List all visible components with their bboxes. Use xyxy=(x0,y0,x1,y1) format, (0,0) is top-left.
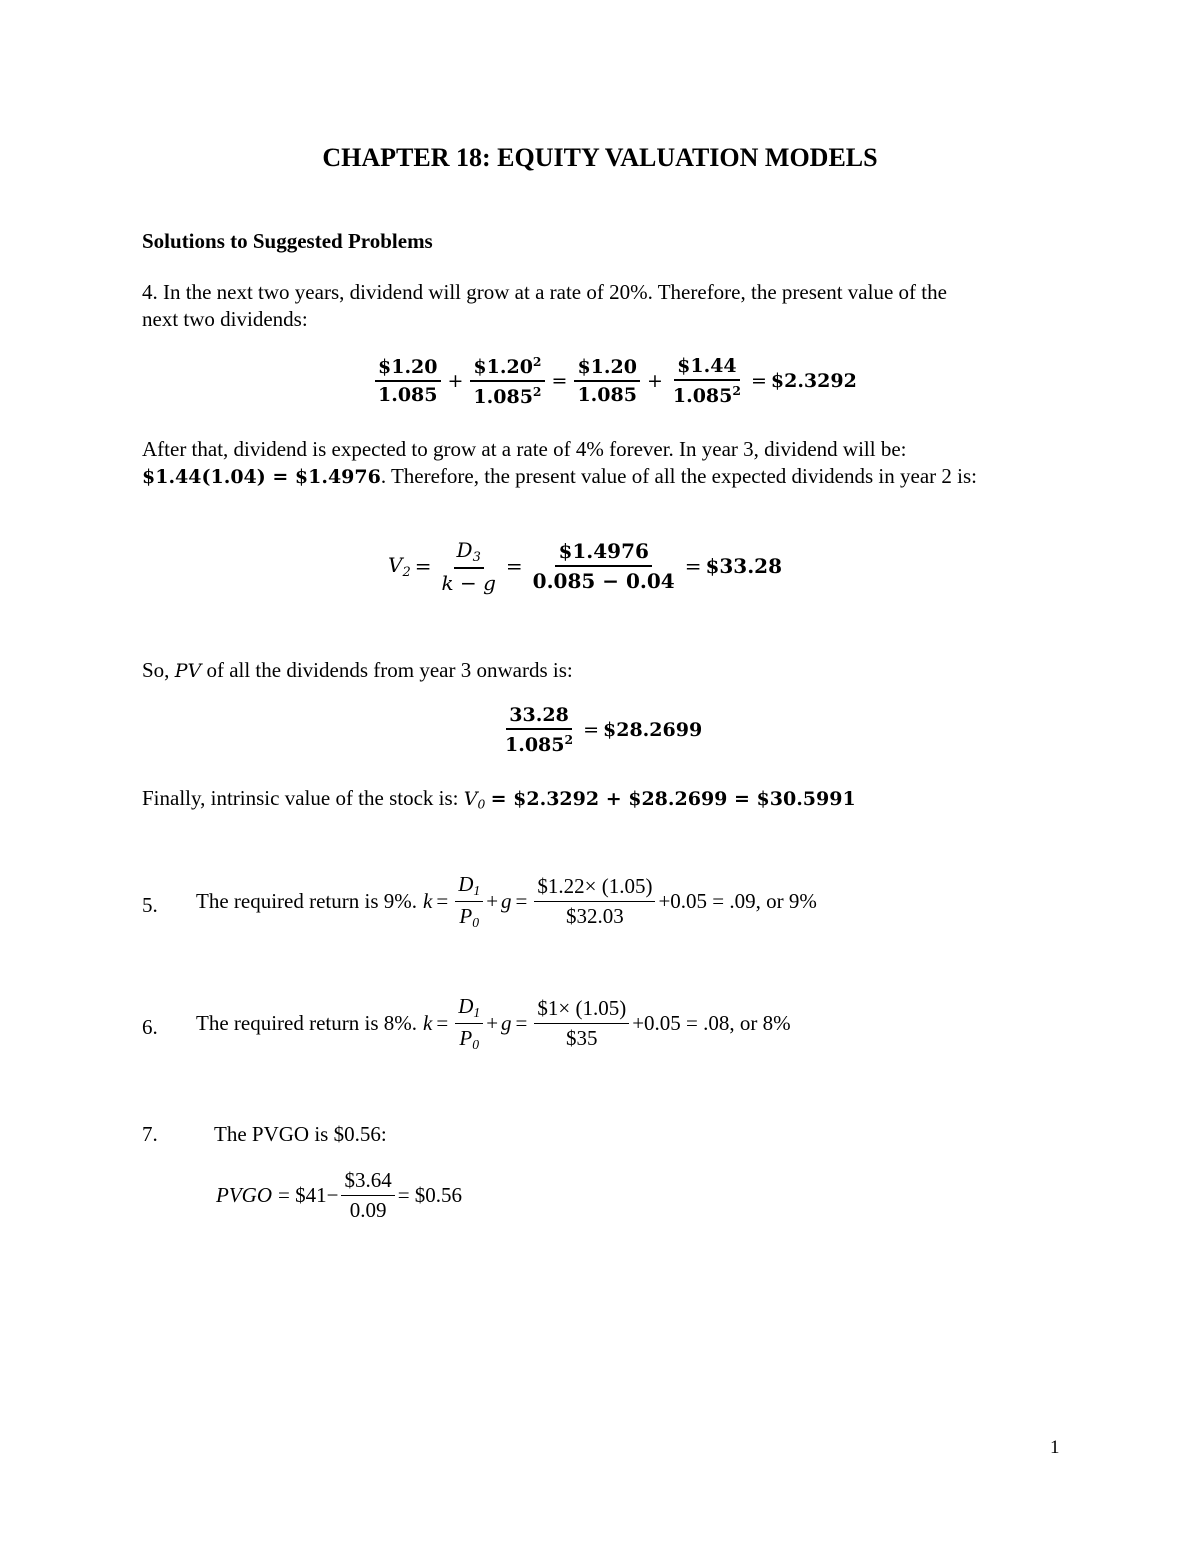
eq1-fraction-2: $\frac{\$1.20^2}{1.085^2}$ xyxy=(470,354,544,408)
eq2-result: $33.28 xyxy=(705,554,783,579)
eq1-result: $2.3292 xyxy=(770,369,857,392)
p5-value-fraction: $\frac{\$1.22\times (1.05)}{\$32.03}$ xyxy=(534,874,655,929)
p4-intro-line1: 4. In the next two years, dividend will grow at a rate of 20%. Therefore, the present value of the xyxy=(142,280,947,304)
p6-line: The required return is 8%. k = $\frac{D_1}{P_0}$ + g = $\frac{\$1\times (1.05)}{\$35}$ +0.05 = .08, or 8% xyxy=(196,994,791,1053)
eq2-fraction-2: $\frac{\$1.4976}{0.085 - 0.04}$ xyxy=(532,539,675,594)
p4-intro-line2: next two dividends: xyxy=(142,307,308,331)
p4-equation-2: $V_2$ = $\frac{D_3}{k - g}$ = $\frac{\$1.4976}{0.085 - 0.04}$ = $33.28 xyxy=(388,538,783,595)
eq3-fraction: $\frac{33.28}{1.085^2}$ xyxy=(505,704,574,756)
p4-after-line2-text: . Therefore, the present value of all the expected dividends in year 2 is: xyxy=(380,464,977,488)
eq3-result: $28.2699 xyxy=(603,718,703,741)
eq1-fraction-4: $\frac{\$1.44}{1.085^2}$ xyxy=(672,354,741,407)
p4-equation-1: $\frac{\$1.20}{1.085}$ + $\frac{\$1.20^2}{1.085^2}$ = $\frac{\$1.20}{1.085}$ + $\frac{\$1.44}{1.085^2}$ = $2.3292 xyxy=(372,354,857,408)
p7-number: 7. xyxy=(142,1122,158,1146)
p6-number: 6. xyxy=(142,1015,158,1039)
p5-line: The required return is 9%. k = $\frac{D_1}{P_0}$ + g = $\frac{\$1.22\times (1.05)}{\$32.03}$ +0.05 = .09, or 9% xyxy=(196,872,817,931)
p4-final-line: Finally, intrinsic value of the stock is: $V_0$ = $2.3292 + $28.2699 = $30.5991 xyxy=(142,786,856,812)
section-subtitle: Solutions to Suggested Problems xyxy=(142,229,433,253)
eq1-fraction-3: $\frac{\$1.20}{1.085}$ xyxy=(574,356,640,406)
page-title: CHAPTER 18: EQUITY VALUATION MODELS xyxy=(322,143,878,172)
eq2-lhs: $V_2$ xyxy=(388,553,411,580)
p4-so-line: So, PV of all the dividends from year 3 onwards is: xyxy=(142,658,573,682)
p7-equation: PVGO = $41− $\frac{\$3.64}{0.09}$ = $0.56 xyxy=(216,1168,463,1222)
p6-d1-over-p0: $\frac{D_1}{P_0}$ xyxy=(455,994,483,1053)
p4-after-line1: After that, dividend is expected to grow at a rate of 4% forever. In year 3, dividend will be: xyxy=(142,437,907,461)
page-number: 1 xyxy=(1050,1437,1060,1458)
p4-after-line2 xyxy=(142,464,977,489)
p5-d1-over-p0: $\frac{D_1}{P_0}$ xyxy=(455,872,483,931)
p4-equation-3: $\frac{33.28}{1.085^2}$ = $28.2699 xyxy=(499,704,702,756)
p7-text: The PVGO is $0.56: xyxy=(214,1122,387,1146)
p4-final-equation: = $2.3292 + $28.2699 = $30.5991 xyxy=(490,788,856,810)
p5-number: 5. xyxy=(142,893,158,917)
eq1-fraction-1: $\frac{\$1.20}{1.085}$ xyxy=(375,356,441,406)
p7-fraction: $\frac{\$3.64}{0.09}$ xyxy=(341,1168,394,1223)
p6-value-fraction: $\frac{\$1\times (1.05)}{\$35}$ xyxy=(534,996,629,1051)
p4-dividend-year3: $1.44(1.04) = $1.4976 xyxy=(142,466,381,488)
eq2-fraction-1: $\frac{D_3}{k - g}$ xyxy=(441,538,496,595)
